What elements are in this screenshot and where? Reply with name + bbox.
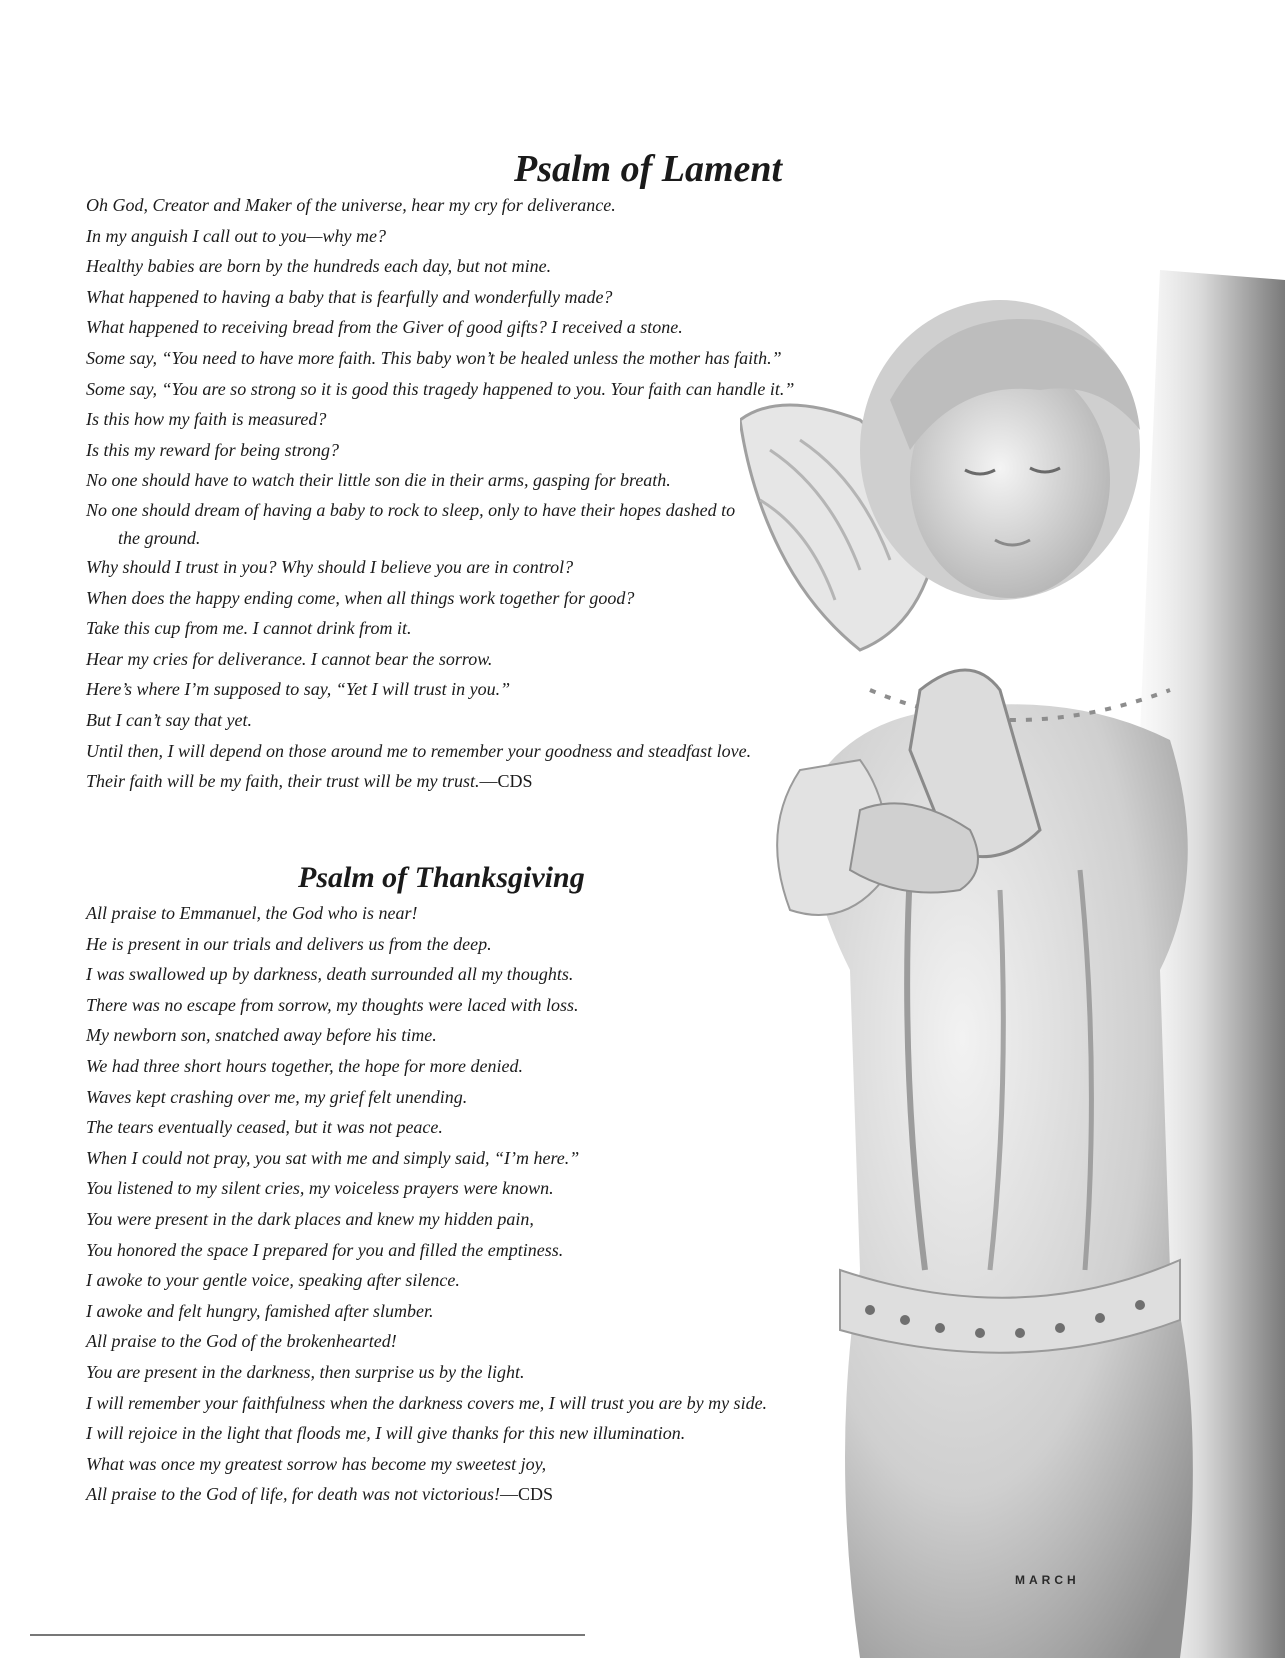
angel-statue-photo <box>740 270 1285 1658</box>
poem-line: We had three short hours together, the hope for more denied. <box>86 1055 523 1076</box>
thanksgiving-lines <box>86 898 806 1510</box>
poem-line-last <box>86 766 806 797</box>
thanksgiving-title: Psalm of Thanksgiving <box>298 861 585 894</box>
poem-line: Here’s where I’m supposed to say, “Yet I will trust in you.” <box>86 679 511 700</box>
poem-line-text: All praise to the God of life, for death was not victorious! <box>86 1484 500 1505</box>
poem-line: He is present in our trials and delivers us from the deep. <box>86 933 492 954</box>
poem-line: When I could not pray, you sat with me and simply said, “I’m here.” <box>86 1147 580 1168</box>
poem-line: What happened to receiving bread from the Giver of good gifts? I received a stone. <box>86 317 683 338</box>
poem-line: Healthy babies are born by the hundreds each day, but not mine. <box>86 256 552 277</box>
poem-line: You are present in the darkness, then surprise us by the light. <box>86 1361 525 1382</box>
poem-line: Is this my reward for being strong? <box>86 439 340 460</box>
poem-line: When does the happy ending come, when all things work together for good? <box>86 587 635 608</box>
poem-line: There was no escape from sorrow, my thoughts were laced with loss. <box>86 994 579 1015</box>
poem-line: Some say, “You are so strong so it is good this tragedy happened to you. Your faith can handle it.” <box>86 378 795 399</box>
poem-line: You listened to my silent cries, my voiceless prayers were known. <box>86 1178 554 1199</box>
signature: —CDS <box>479 771 533 792</box>
thanksgiving-section <box>86 858 806 1510</box>
poem-line: But I can’t say that yet. <box>86 709 252 730</box>
poem-line: No one should have to watch their little son die in their arms, gasping for breath. <box>86 470 671 491</box>
poem-line: Some say, “You need to have more faith. This baby won’t be healed unless the mother has faith.” <box>86 347 782 368</box>
poem-line: In my anguish I call out to you—why me? <box>86 225 386 246</box>
lament-section <box>86 148 806 797</box>
poem-line: No one should dream of having a baby to rock to sleep, only to have their hopes dashed to <box>86 499 736 520</box>
bottom-rule <box>30 1634 585 1636</box>
poem-line-text: Their faith will be my faith, their trust will be my trust. <box>86 771 480 792</box>
poem-line: My newborn son, snatched away before his time. <box>86 1025 437 1046</box>
poem-line: I awoke and felt hungry, famished after slumber. <box>86 1300 434 1321</box>
poem-line: I will remember your faithfulness when the darkness covers me, I will trust you are by my side. <box>86 1392 768 1413</box>
poem-line: Take this cup from me. I cannot drink from it. <box>86 618 412 639</box>
poem-line: All praise to the God of the brokenhearted! <box>86 1331 397 1352</box>
poem-line: You honored the space I prepared for you and filled the emptiness. <box>86 1239 564 1260</box>
poem-line: You were present in the dark places and knew my hidden pain, <box>86 1208 534 1229</box>
poem-line: All praise to Emmanuel, the God who is near! <box>86 903 418 923</box>
poem-line: Waves kept crashing over me, my grief felt unending. <box>86 1086 468 1107</box>
poem-line-continuation: the ground. <box>118 527 201 548</box>
issue-month-footer: MARCH <box>1015 1573 1080 1587</box>
poem-line: I awoke to your gentle voice, speaking after silence. <box>86 1270 460 1291</box>
poem-line: I will rejoice in the light that floods me, I will give thanks for this new illumination. <box>86 1423 686 1444</box>
signature: —CDS <box>499 1484 553 1505</box>
poem-line: Is this how my faith is measured? <box>86 409 327 430</box>
poem-line: Until then, I will depend on those around me to remember your goodness and steadfast love. <box>86 740 752 761</box>
poem-line: I was swallowed up by darkness, death surrounded all my thoughts. <box>86 964 574 985</box>
poem-line: Why should I trust in you? Why should I believe you are in control? <box>86 556 574 577</box>
lament-title: Psalm of Lament <box>514 148 783 190</box>
lament-lines <box>86 190 806 797</box>
poem-line-last <box>86 1479 806 1510</box>
poem-line: Hear my cries for deliverance. I cannot bear the sorrow. <box>86 648 493 669</box>
poem-line: What happened to having a baby that is fearfully and wonderfully made? <box>86 286 613 307</box>
poem-line: Oh God, Creator and Maker of the universe, hear my cry for deliverance. <box>86 195 616 215</box>
poem-line: The tears eventually ceased, but it was not peace. <box>86 1117 443 1138</box>
poem-line: What was once my greatest sorrow has become my sweetest joy, <box>86 1453 547 1474</box>
